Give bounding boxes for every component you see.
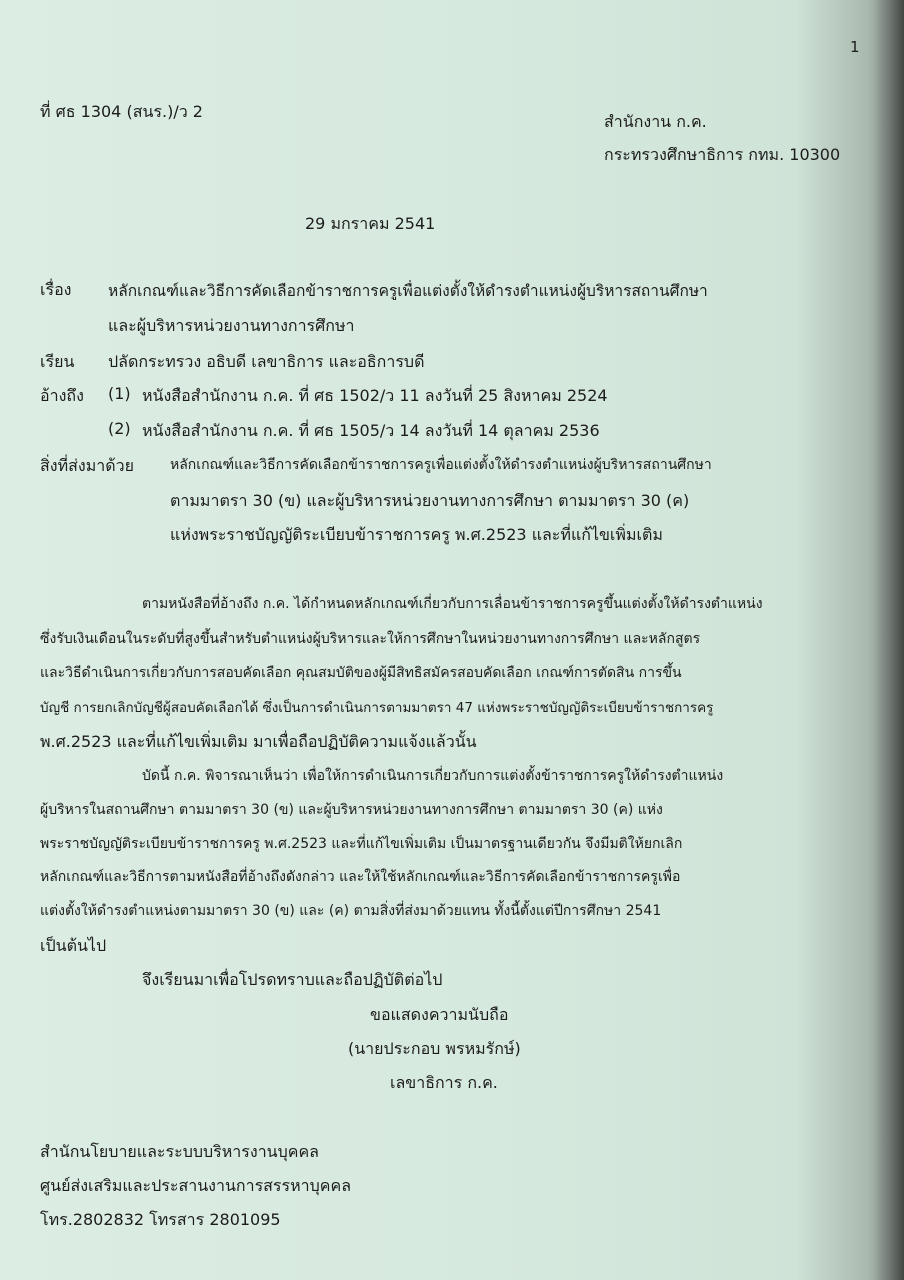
addressee-label: เรียน <box>40 352 75 371</box>
reference-text: หนังสือสำนักงาน ก.ค. ที่ ศธ 1505/ว 14 ลงวันที่ 14 ตุลาคม 2536 <box>142 421 600 440</box>
subject-label: เรื่อง <box>40 280 72 299</box>
paragraph-1-line: ซึ่งรับเงินเดือนในระดับที่สูงขึ้นสำหรับตำแหน่งผู้บริหารและให้การศึกษาในหน่วยงานทางการศึกษา และหลักสูตร <box>40 631 701 647</box>
footer-division: สำนักนโยบายและระบบบริหารงานบุคคล <box>40 1142 319 1161</box>
footer-center: ศูนย์ส่งเสริมและประสานงานการสรรหาบุคคล <box>40 1176 352 1195</box>
paragraph-1-line: บัญชี การยกเลิกบัญชีผู้สอบคัดเลือกได้ ซึ่งเป็นการดำเนินการตามมาตรา 47 แห่งพระราชบัญญัติระเบียบข้าราชการครู <box>40 700 714 716</box>
page-number: 1 <box>850 38 860 56</box>
references-label: อ้างถึง <box>40 386 84 405</box>
paragraph-1-line: พ.ศ.2523 และที่แก้ไขเพิ่มเติม มาเพื่อถือปฏิบัติความแจ้งแล้วนั้น <box>40 732 477 751</box>
paragraph-2-line: พระราชบัญญัติระเบียบข้าราชการครู พ.ศ.2523 และที่แก้ไขเพิ่มเติม เป็นมาตรฐานเดียวกัน จึงมีมติให้ยกเลิก <box>40 836 683 852</box>
enclosure-line-1: หลักเกณฑ์และวิธีการคัดเลือกข้าราชการครูเพื่อแต่งตั้งให้ดำรงตำแหน่งผู้บริหารสถานศึกษา <box>170 457 712 473</box>
signatory-position: เลขาธิการ ก.ค. <box>390 1073 498 1092</box>
reference-number: (1) <box>108 384 131 403</box>
page-binding-shadow <box>874 0 904 1280</box>
subject-line-2: และผู้บริหารหน่วยงานทางการศึกษา <box>108 316 355 335</box>
closing-text: จึงเรียนมาเพื่อโปรดทราบและถือปฏิบัติต่อไป <box>142 970 443 989</box>
document-date: 29 มกราคม 2541 <box>305 214 436 233</box>
paragraph-2-line: ผู้บริหารในสถานศึกษา ตามมาตรา 30 (ข) และผู้บริหารหน่วยงานทางการศึกษา ตามมาตรา 30 (ค) แห่ง <box>40 802 663 818</box>
paragraph-1-line: ตามหนังสือที่อ้างถึง ก.ค. ได้กำหนดหลักเกณฑ์เกี่ยวกับการเลื่อนข้าราชการครูขึ้นแต่งตั้งให้ดำรงตำแหน่ง <box>142 596 763 612</box>
regards-text: ขอแสดงความนับถือ <box>370 1005 509 1024</box>
subject-line-1: หลักเกณฑ์และวิธีการคัดเลือกข้าราชการครูเพื่อแต่งตั้งให้ดำรงตำแหน่งผู้บริหารสถานศึกษา <box>108 282 708 300</box>
paragraph-2-line: แต่งตั้งให้ดำรงตำแหน่งตามมาตรา 30 (ข) และ (ค) ตามสิ่งที่ส่งมาด้วยแทน ทั้งนี้ตั้งแต่ปีการศึกษา 2541 <box>40 903 662 919</box>
sender-office: สำนักงาน ก.ค. <box>604 112 707 131</box>
paragraph-2-line: เป็นต้นไป <box>40 936 107 955</box>
enclosure-label: สิ่งที่ส่งมาด้วย <box>40 456 134 475</box>
reference-text: หนังสือสำนักงาน ก.ค. ที่ ศธ 1502/ว 11 ลงวันที่ 25 สิงหาคม 2524 <box>142 386 608 405</box>
enclosure-line-3: แห่งพระราชบัญญัติระเบียบข้าราชการครู พ.ศ.2523 และที่แก้ไขเพิ่มเติม <box>170 525 663 544</box>
document-number: ที่ ศธ 1304 (สนร.)/ว 2 <box>40 102 203 121</box>
addressee-text: ปลัดกระทรวง อธิบดี เลขาธิการ และอธิการบดี <box>108 352 425 371</box>
footer-contact: โทร.2802832 โทรสาร 2801095 <box>40 1210 281 1229</box>
signatory-name: (นายประกอบ พรหมรักษ์) <box>348 1039 521 1058</box>
paragraph-1-line: และวิธีดำเนินการเกี่ยวกับการสอบคัดเลือก คุณสมบัติของผู้มีสิทธิสมัครสอบคัดเลือก เกณฑ์การตัดสิน การขึ้น <box>40 665 682 681</box>
paragraph-2-line: หลักเกณฑ์และวิธีการตามหนังสือที่อ้างถึงดังกล่าว และให้ใช้หลักเกณฑ์และวิธีการคัดเลือกข้าราชการครูเพื่อ <box>40 869 681 885</box>
reference-number: (2) <box>108 419 131 438</box>
sender-address: กระทรวงศึกษาธิการ กทม. 10300 <box>604 145 841 164</box>
paragraph-2-line: บัดนี้ ก.ค. พิจารณาเห็นว่า เพื่อให้การดำเนินการเกี่ยวกับการแต่งตั้งข้าราชการครูให้ดำรงตำแหน่ง <box>142 768 724 784</box>
enclosure-line-2: ตามมาตรา 30 (ข) และผู้บริหารหน่วยงานทางการศึกษา ตามมาตรา 30 (ค) <box>170 491 690 510</box>
